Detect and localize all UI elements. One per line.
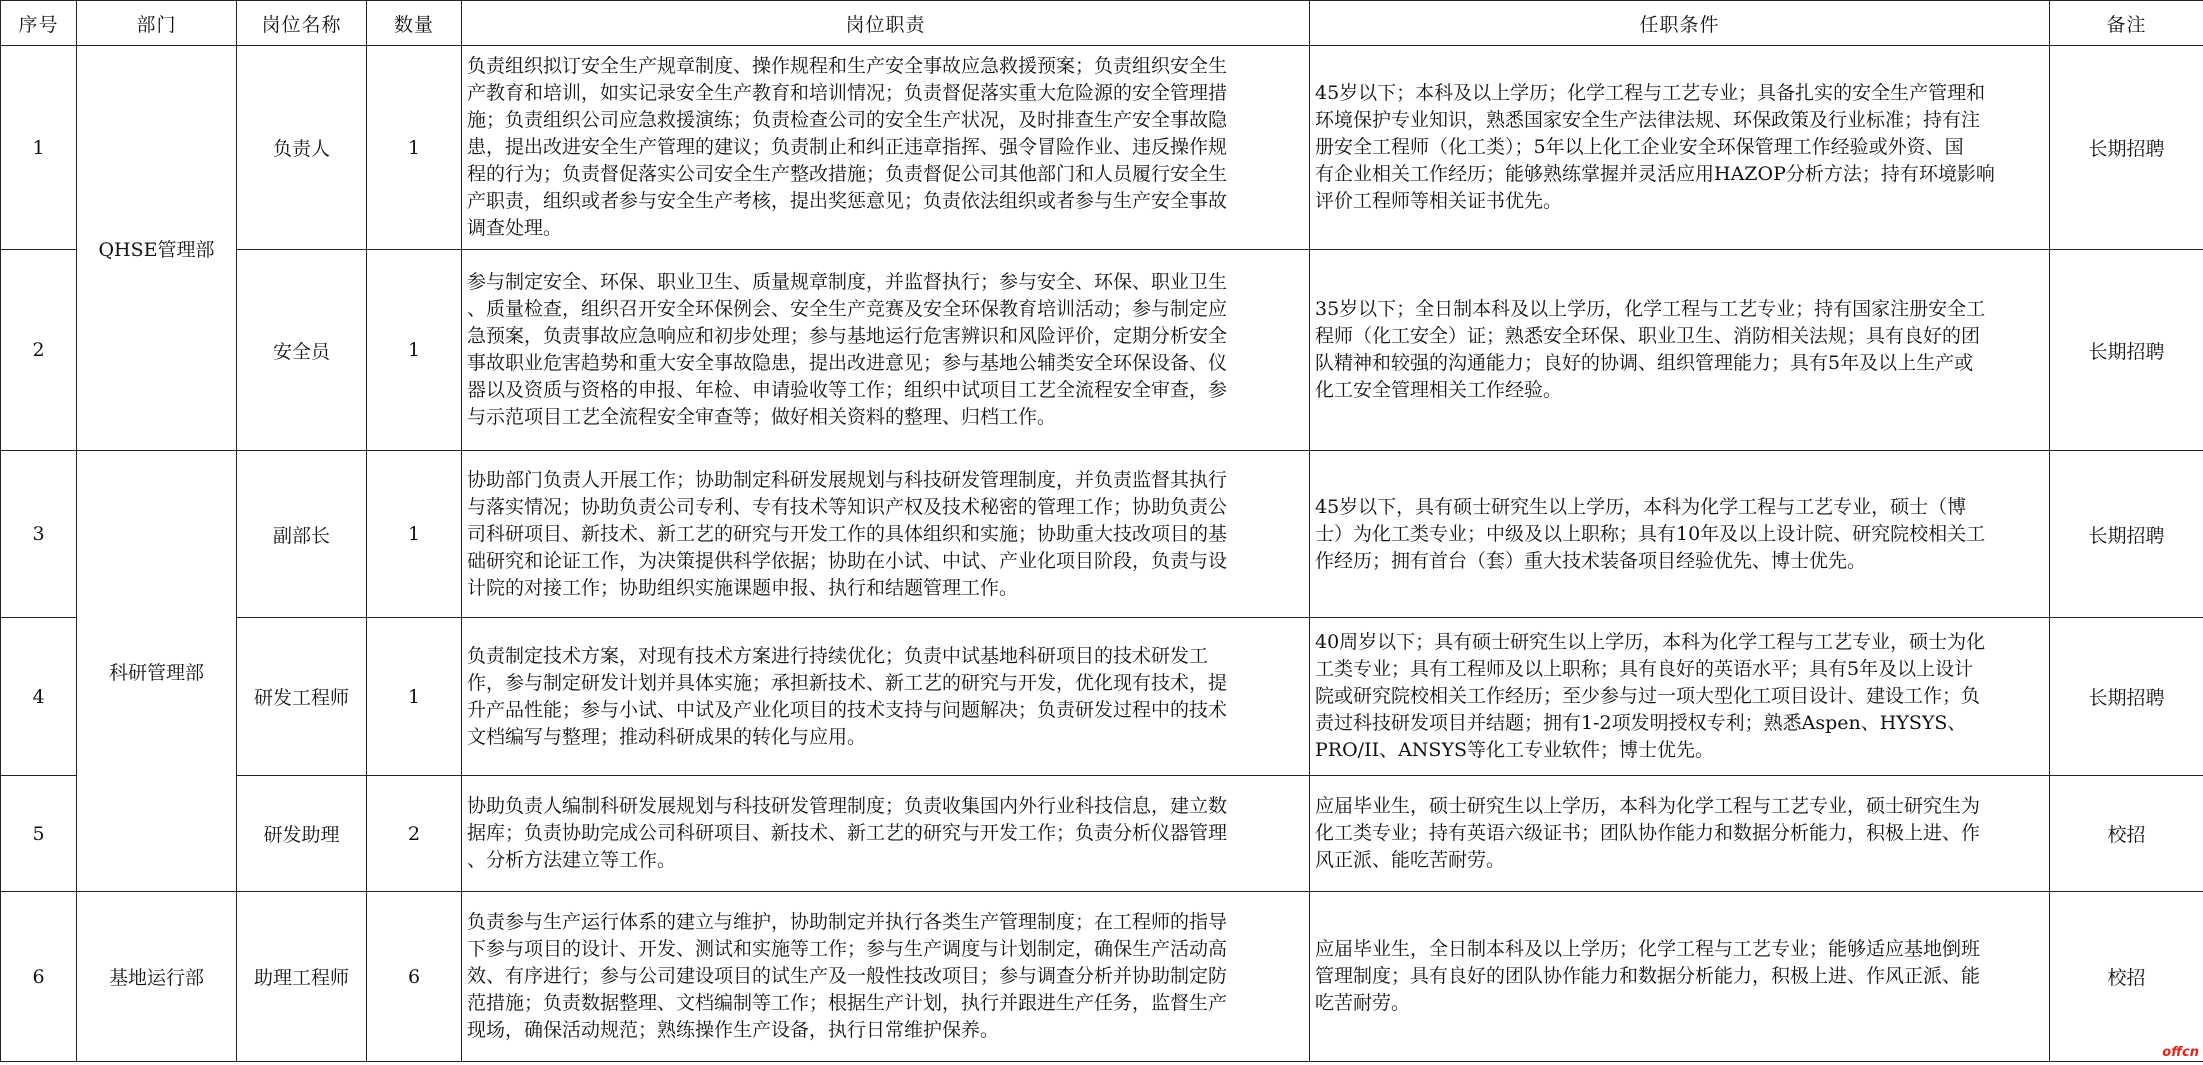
duty-text: 负责参与生产运行体系的建立与维护，协助制定并执行各类生产管理制度；在工程师的指导 下参与项目的设计、开发、测试和实施等工作；参与生产调度与计划制定，确保生产活动高 效、有序进行；参与公司建设项目的试生产及一般性技改项目；参与调查分析并协助制定防 范措施；负责数据整理、文档编制等工作；根据生产计划，执行并跟进生产任务，监督生产 现场，确保活动规范；熟练操作生产设备，执行日常维护保养。 xyxy=(462,892,1310,1062)
header-dept: 部门 xyxy=(77,1,237,46)
post-count: 1 xyxy=(367,618,462,776)
requirement-text: 应届毕业生，硕士研究生以上学历，本科为化学工程与工艺专业，硕士研究生为 化工类专业；持有英语六级证书；团队协作能力和数据分析能力，积极上进、作 风正派、能吃苦耐劳。 xyxy=(1310,776,2050,892)
requirement-text: 45岁以下，具有硕士研究生以上学历，本科为化学工程与工艺专业，硕士（博 士）为化工类专业；中级及以上职称；具有10年及以上设计院、研究院校相关工 作经历；拥有首台（套）重大技术装备项目经验优先、博士优先。 xyxy=(1310,451,2050,618)
post-name: 研发工程师 xyxy=(237,618,367,776)
header-row xyxy=(1,1,2203,46)
row-seq: 1 xyxy=(1,46,77,250)
requirement-text: 35岁以下；全日制本科及以上学历，化学工程与工艺专业；持有国家注册安全工 程师（化工安全）证；熟悉安全环保、职业卫生、消防相关法规；具有良好的团 队精神和较强的沟通能力；良好的协调、组织管理能力；具有5年及以上生产或 化工安全管理相关工作经验。 xyxy=(1310,250,2050,451)
post-count: 2 xyxy=(367,776,462,892)
header-count: 数量 xyxy=(367,1,462,46)
duty-text: 协助负责人编制科研发展规划与科技研发管理制度；负责收集国内外行业科技信息，建立数 据库；负责协助完成公司科研项目、新技术、新工艺的研究与开发工作；负责分析仪器管理 、分析方法建立等工作。 xyxy=(462,776,1310,892)
post-name: 安全员 xyxy=(237,250,367,451)
table-row xyxy=(1,250,2203,451)
note-text: 长期招聘 xyxy=(2050,451,2203,618)
post-name: 研发助理 xyxy=(237,776,367,892)
note-text: 长期招聘 xyxy=(2050,618,2203,776)
requirement-text: 40周岁以下；具有硕士研究生以上学历，本科为化学工程与工艺专业，硕士为化 工类专业；具有工程师及以上职称；具有良好的英语水平；具有5年及以上设计 院或研究院校相关工作经历；至少参与过一项大型化工项目设计、建设工作；负 责过科技研发项目并结题；拥有1-2项发明授权专利；熟悉Aspen、HYSYS、 PRO/II、ANSYS等化工专业软件；博士优先。 xyxy=(1310,618,2050,776)
row-seq: 5 xyxy=(1,776,77,892)
note-text: 校招 xyxy=(2050,776,2203,892)
note-text: 长期招聘 xyxy=(2050,250,2203,451)
post-name: 负责人 xyxy=(237,46,367,250)
duty-text: 参与制定安全、环保、职业卫生、质量规章制度，并监督执行；参与安全、环保、职业卫生 、质量检查，组织召开安全环保例会、安全生产竞赛及安全环保教育培训活动；参与制定应 急预案，负责事故应急响应和初步处理；参与基地运行危害辨识和风险评价，定期分析安全 事故职业危害趋势和重大安全事故隐患，提出改进意见；参与基地公辅类安全环保设备、仪 器以及资质与资格的申报、年检、申请验收等工作；组织中试项目工艺全流程安全审查，参 与示范项目工艺全流程安全审查等；做好相关资料的整理、归档工作。 xyxy=(462,250,1310,451)
duty-text: 负责组织拟订安全生产规章制度、操作规程和生产安全事故应急救援预案；负责组织安全生 产教育和培训，如实记录安全生产教育和培训情况；负责督促落实重大危险源的安全管理措 施；负责组织公司应急救援演练；负责检查公司的安全生产状况，及时排查生产安全事故隐 患，提出改进安全生产管理的建议；负责制止和纠正违章指挥、强令冒险作业、违反操作规 程的行为；负责督促落实公司安全生产整改措施；负责督促公司其他部门和人员履行安全生 产职责，组织或者参与安全生产考核，提出奖惩意见；负责依法组织或者参与生产安全事故 调查处理。 xyxy=(462,46,1310,250)
table-row xyxy=(1,618,2203,776)
post-name: 副部长 xyxy=(237,451,367,618)
table-row xyxy=(1,46,2203,250)
requirement-text: 应届毕业生，全日制本科及以上学历；化学工程与工艺专业；能够适应基地倒班 管理制度；具有良好的团队协作能力和数据分析能力，积极上进、作风正派、能 吃苦耐劳。 xyxy=(1310,892,2050,1062)
post-name: 助理工程师 xyxy=(237,892,367,1062)
dept-cell: QHSE管理部 xyxy=(77,46,237,451)
post-count: 1 xyxy=(367,451,462,618)
requirement-text: 45岁以下；本科及以上学历；化学工程与工艺专业；具备扎实的安全生产管理和 环境保护专业知识，熟悉国家安全生产法律法规、环保政策及行业标准；持有注 册安全工程师（化工类）；5年以上化工企业安全环保管理工作经验或外资、国 有企业相关工作经历；能够熟练掌握并灵活应用HAZOP分析方法；持有环境影响 评价工程师等相关证书优先。 xyxy=(1310,46,2050,250)
row-seq: 4 xyxy=(1,618,77,776)
table-row xyxy=(1,451,2203,618)
dept-cell: 科研管理部 xyxy=(77,451,237,892)
post-count: 6 xyxy=(367,892,462,1062)
duty-text: 负责制定技术方案，对现有技术方案进行持续优化；负责中试基地科研项目的技术研发工 作，参与制定研发计划并具体实施；承担新技术、新工艺的研究与开发，优化现有技术，提 升产品性能；参与小试、中试及产业化项目的技术支持与问题解决；负责研发过程中的技术 文档编写与整理；推动科研成果的转化与应用。 xyxy=(462,618,1310,776)
note-text: 校招 xyxy=(2050,892,2203,1062)
watermark-logo: offcn xyxy=(2162,1045,2199,1060)
dept-cell: 基地运行部 xyxy=(77,892,237,1062)
post-count: 1 xyxy=(367,250,462,451)
header-note: 备注 xyxy=(2050,1,2203,46)
header-seq: 序号 xyxy=(1,1,77,46)
row-seq: 3 xyxy=(1,451,77,618)
duty-text: 协助部门负责人开展工作；协助制定科研发展规划与科技研发管理制度，并负责监督其执行 与落实情况；协助负责公司专利、专有技术等知识产权及技术秘密的管理工作；协助负责公 司科研项目、新技术、新工艺的研究与开发工作的具体组织和实施；协助重大技改项目的基 础研究和论证工作，为决策提供科学依据；协助在小试、中试、产业化项目阶段，负责与设 计院的对接工作；协助组织实施课题申报、执行和结题管理工作。 xyxy=(462,451,1310,618)
note-text: 长期招聘 xyxy=(2050,46,2203,250)
header-post: 岗位名称 xyxy=(237,1,367,46)
row-seq: 6 xyxy=(1,892,77,1062)
header-duty: 岗位职责 xyxy=(462,1,1310,46)
post-count: 1 xyxy=(367,46,462,250)
table-row xyxy=(1,776,2203,892)
row-seq: 2 xyxy=(1,250,77,451)
table-row xyxy=(1,892,2203,1062)
header-requirements: 任职条件 xyxy=(1310,1,2050,46)
